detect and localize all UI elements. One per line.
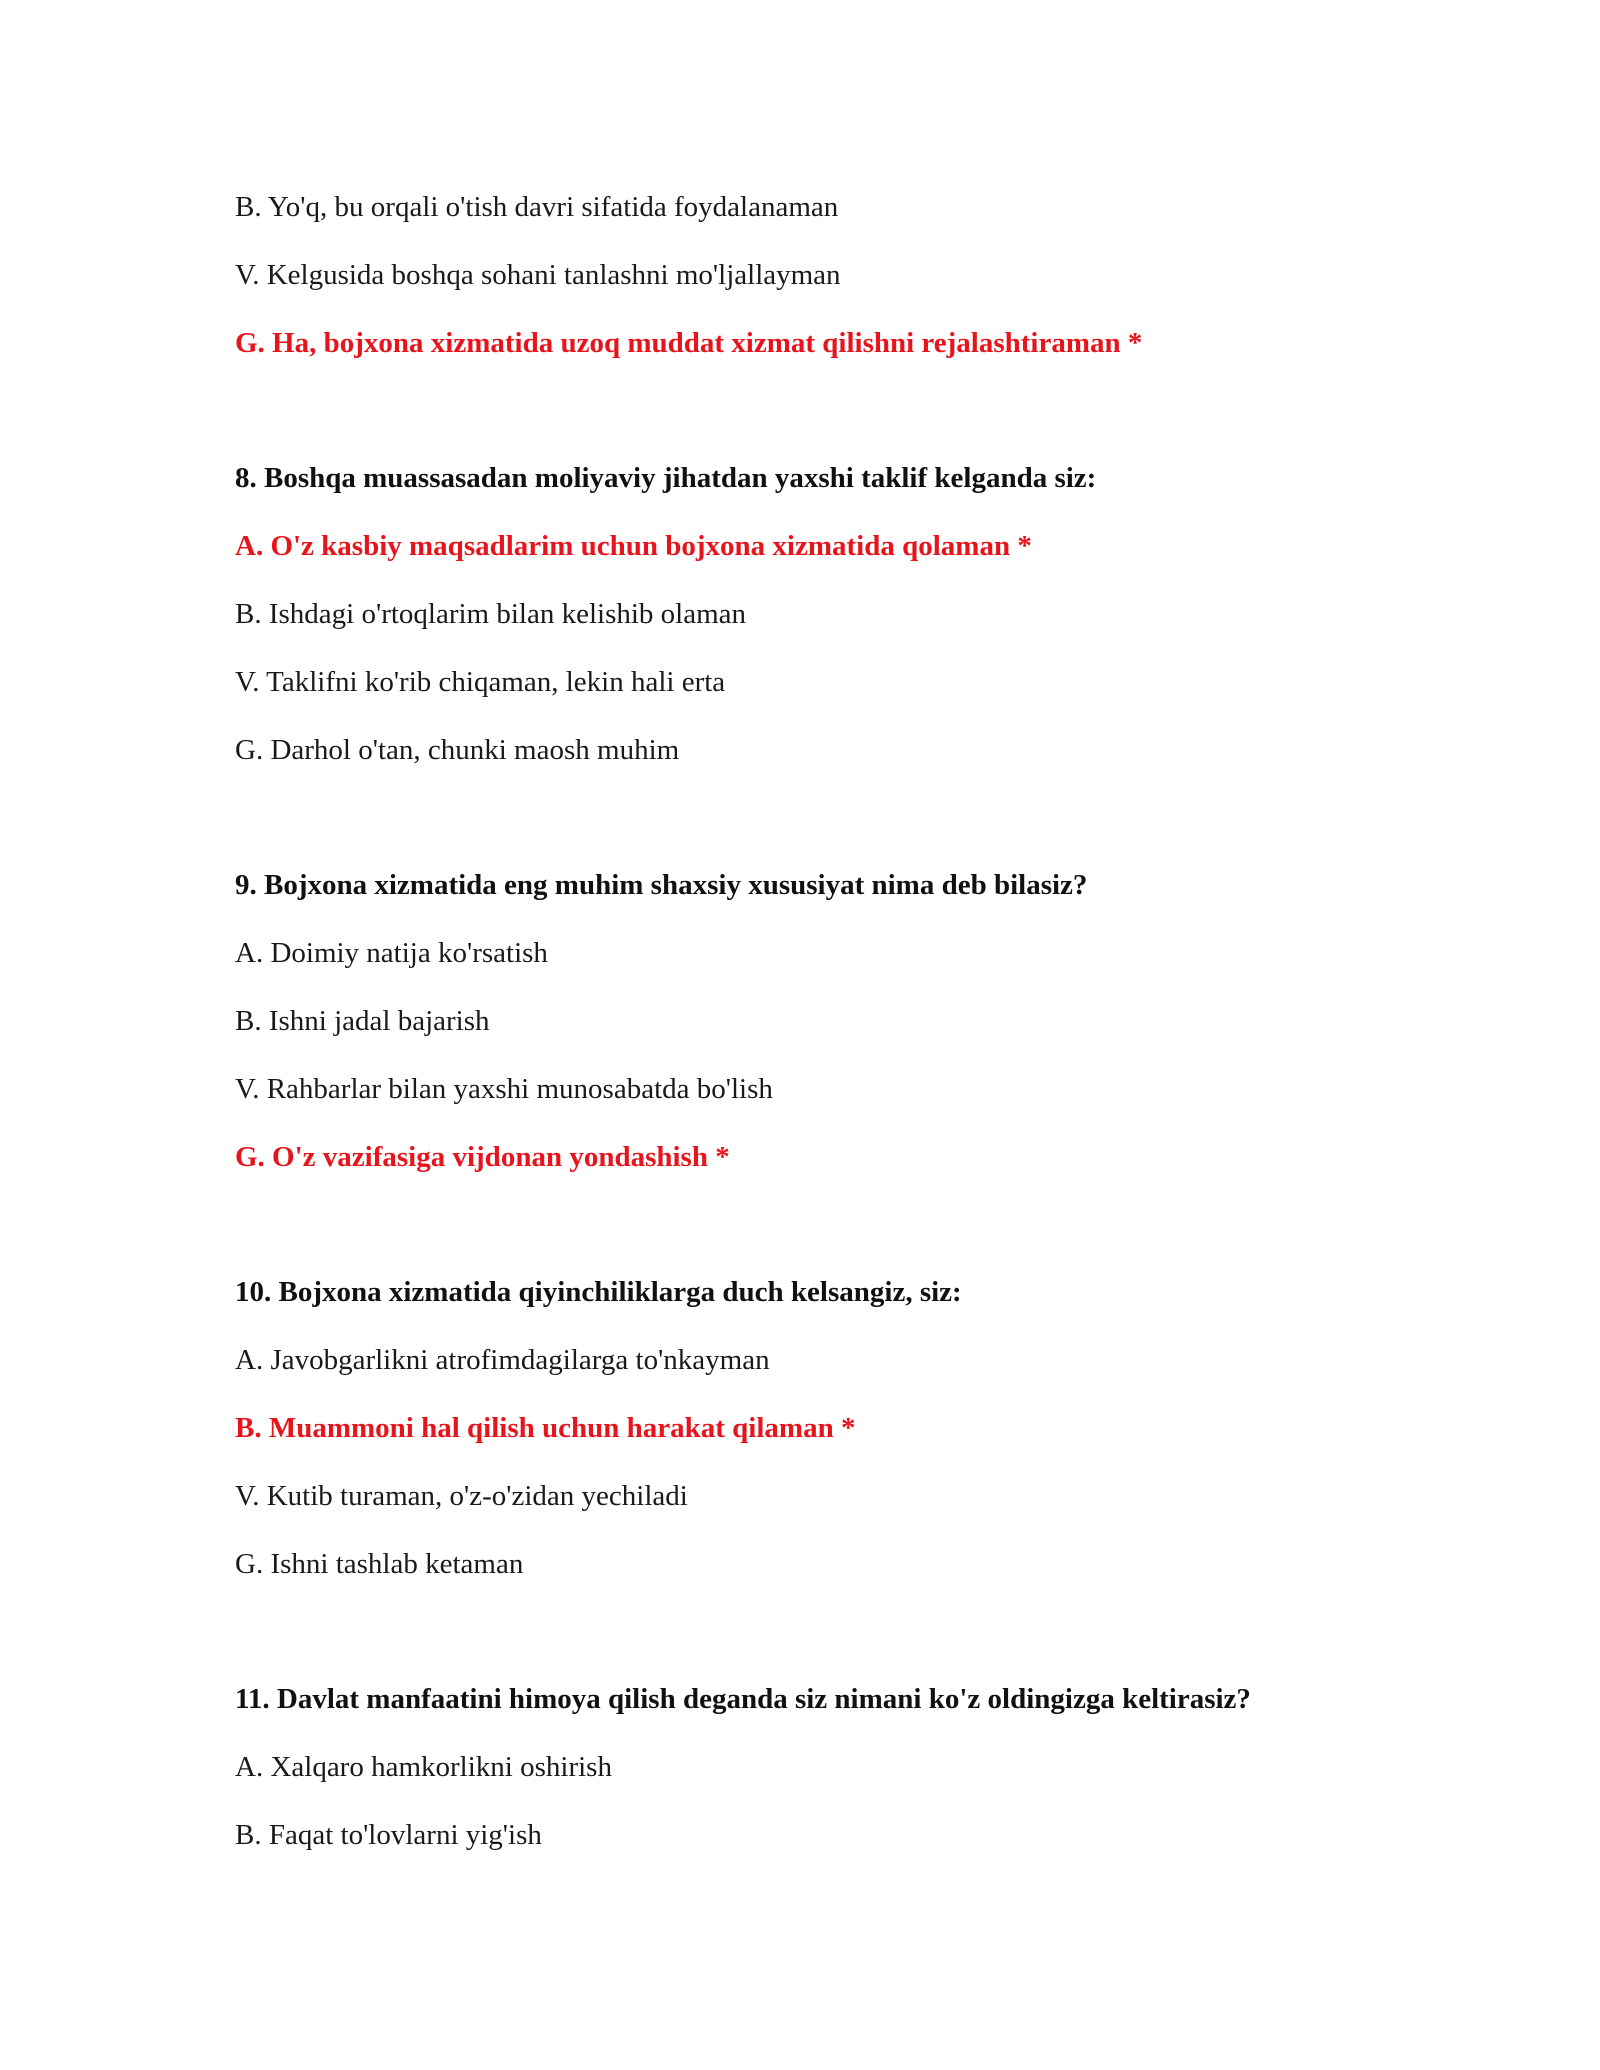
option-a-correct: A. O'z kasbiy maqsadlarim uchun bojxona xizmatida qolaman * [235, 530, 1032, 562]
option-b: B. Ishdagi o'rtoqlarim bilan kelishib olaman [235, 598, 747, 630]
option-g: G. Ishni tashlab ketaman [235, 1548, 524, 1580]
spacer [235, 796, 1435, 863]
spacer [235, 389, 1435, 456]
option-b-correct: B. Muammoni hal qilish uchun harakat qilaman * [235, 1412, 856, 1444]
option-g-correct: G. Ha, bojxona xizmatida uzoq muddat xizmat qilishni rejalashtiraman * [235, 327, 1143, 359]
option-a: A. Xalqaro hamkorlikni oshirish [235, 1751, 612, 1783]
option-g-correct: G. O'z vazifasiga vijdonan yondashish * [235, 1141, 730, 1173]
option-b: B. Faqat to'lovlarni yig'ish [235, 1819, 542, 1851]
question-block-9 [235, 863, 1435, 1203]
option-v: V. Rahbarlar bilan yaxshi munosabatda bo'lish [235, 1073, 773, 1105]
question-title: 8. Boshqa muassasadan moliyaviy jihatdan yaxshi taklif kelganda siz: [235, 462, 1097, 494]
document-page [235, 185, 1435, 1881]
question-title: 9. Bojxona xizmatida eng muhim shaxsiy xususiyat nima deb bilasiz? [235, 869, 1088, 901]
option-v: V. Kutib turaman, o'z-o'zidan yechiladi [235, 1480, 688, 1512]
option-a: A. Doimiy natija ko'rsatish [235, 937, 548, 969]
option-v: V. Taklifni ko'rib chiqaman, lekin hali erta [235, 666, 726, 698]
option-b: B. Ishni jadal bajarish [235, 1005, 490, 1037]
option-b: B. Yo'q, bu orqali o'tish davri sifatida foydalanaman [235, 191, 839, 223]
question-block-7-continued [235, 185, 1435, 389]
spacer [235, 1610, 1435, 1677]
option-g: G. Darhol o'tan, chunki maosh muhim [235, 734, 680, 766]
question-title: 10. Bojxona xizmatida qiyinchiliklarga duch kelsangiz, siz: [235, 1276, 962, 1308]
option-a: A. Javobgarlikni atrofimdagilarga to'nkayman [235, 1344, 770, 1376]
option-v: V. Kelgusida boshqa sohani tanlashni mo'ljallayman [235, 259, 841, 291]
question-block-11 [235, 1677, 1435, 1881]
question-block-8 [235, 456, 1435, 796]
question-title: 11. Davlat manfaatini himoya qilish deganda siz nimani ko'z oldingizga keltirasiz? [235, 1683, 1251, 1715]
spacer [235, 1203, 1435, 1270]
question-block-10 [235, 1270, 1435, 1610]
